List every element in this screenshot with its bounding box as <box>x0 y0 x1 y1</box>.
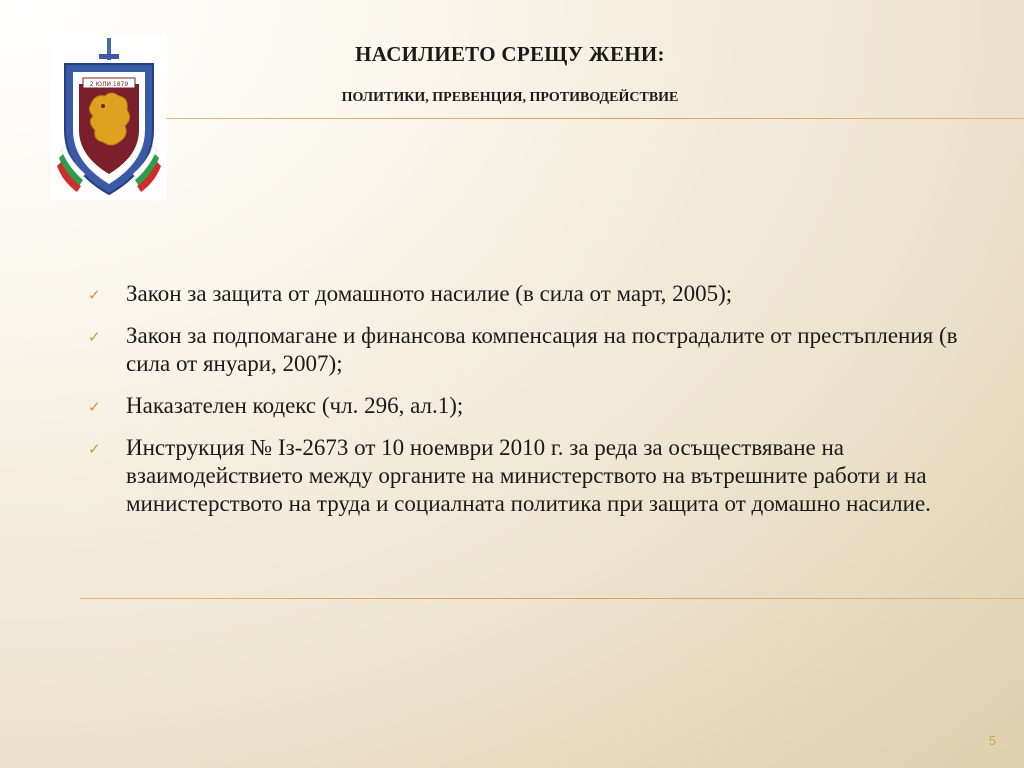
bullet-list <box>88 280 988 532</box>
list-item <box>88 280 988 308</box>
list-item <box>88 392 988 420</box>
bullet-text: Инструкция № Із-2673 от 10 ноември 2010 г. за реда за осъществяване на взаимодействието между органите на министерството на вътрешните работи и на министерството на труда и социалната политика при защита от домашно насилие. <box>126 435 931 516</box>
page-number: 5 <box>988 733 996 748</box>
slide-title: НАСИЛИЕТО СРЕЩУ ЖЕНИ: <box>355 42 665 66</box>
checkmark-icon: ✓ <box>88 440 101 458</box>
slide-subtitle: ПОЛИТИКИ, ПРЕВЕНЦИЯ, ПРОТИВОДЕЙСТВИЕ <box>341 90 679 105</box>
header-divider <box>166 118 1024 119</box>
bullet-text: Закон за подпомагане и финансова компенсация на пострадалите от престъпления (в сила от януари, 2007); <box>126 323 958 376</box>
list-item <box>88 322 988 378</box>
checkmark-icon: ✓ <box>88 286 101 304</box>
checkmark-icon: ✓ <box>88 398 101 416</box>
list-item <box>88 434 988 518</box>
checkmark-icon: ✓ <box>88 328 101 346</box>
logo-ribbon-text: 2 ЮЛИ 1879 <box>89 81 129 88</box>
bullet-text: Наказателен кодекс (чл. 296, ал.1); <box>126 393 464 418</box>
ministry-logo <box>51 34 167 200</box>
footer-divider <box>80 598 1024 599</box>
ministry-coat-of-arms-icon <box>51 34 167 200</box>
bullet-text: Закон за защита от домашното насилие (в сила от март, 2005); <box>126 281 733 306</box>
